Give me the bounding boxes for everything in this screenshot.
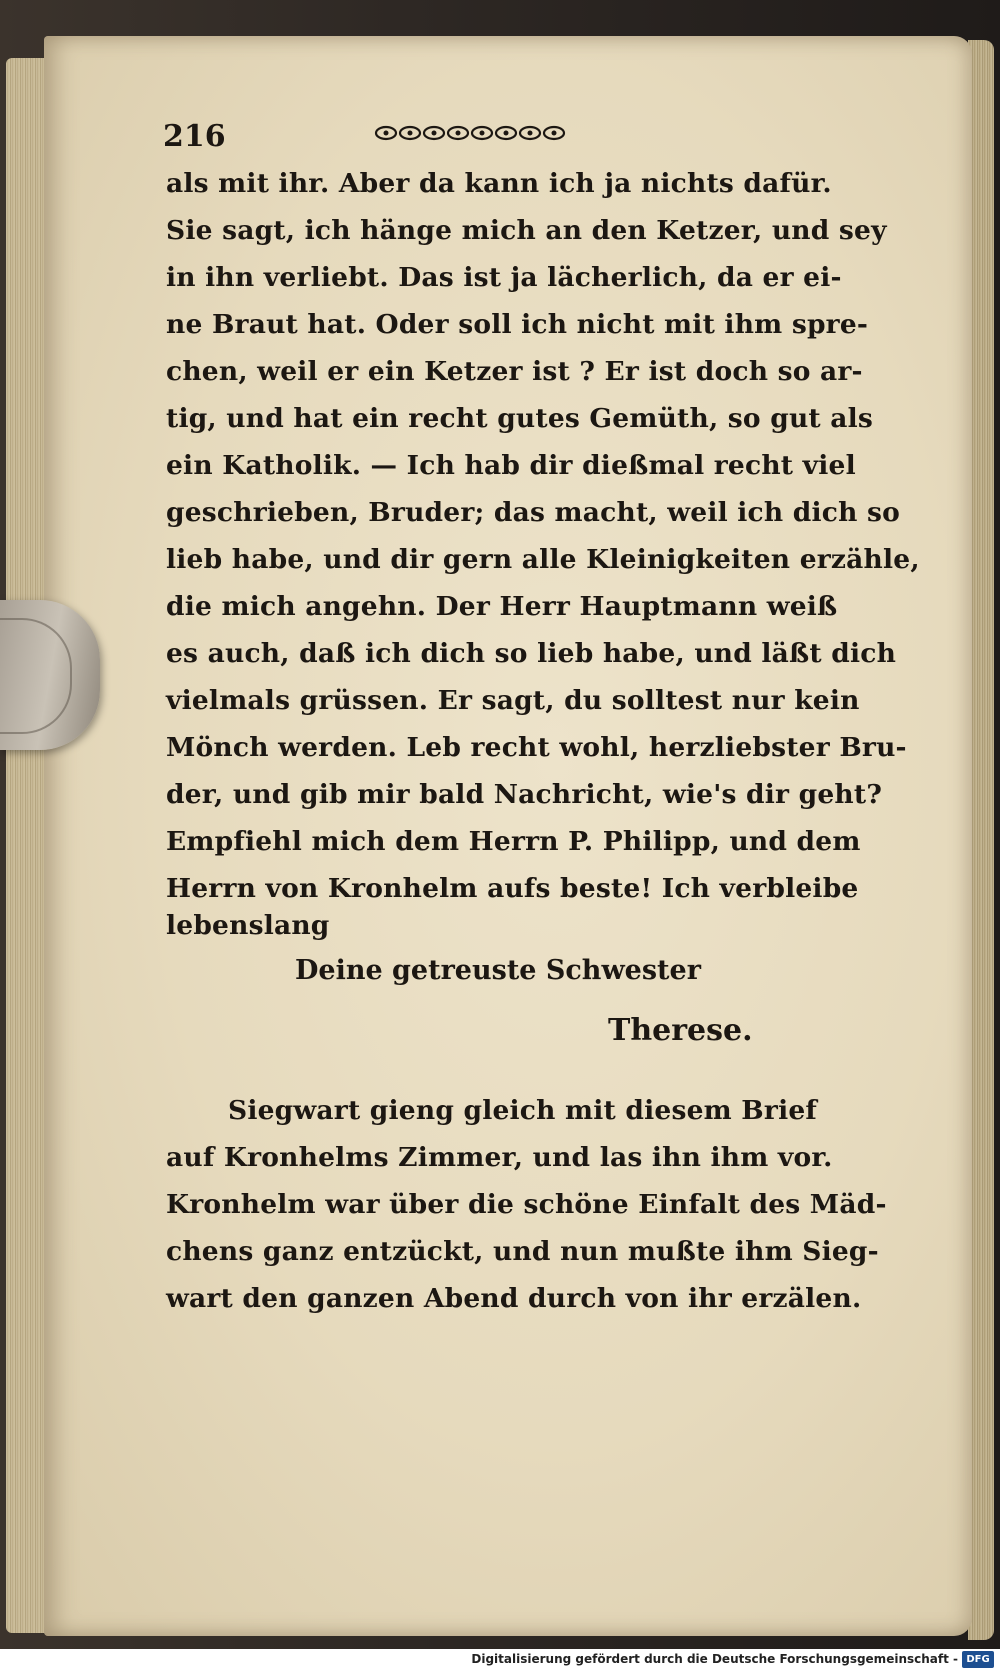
body-text-line: geschrieben, Bruder; das macht, weil ich dich so bbox=[166, 497, 900, 528]
paragraph-line: auf Kronhelms Zimmer, und las ihn ihm vor. bbox=[166, 1142, 833, 1173]
letter-closing: Deine getreuste Schwester bbox=[295, 955, 701, 986]
paragraph-line: Kronhelm war über die schöne Einfalt des Mäd- bbox=[166, 1189, 887, 1220]
body-text-line: tig, und hat ein recht gutes Gemüth, so gut als bbox=[166, 403, 874, 434]
body-text-line: ne Braut hat. Oder soll ich nicht mit ihm spre- bbox=[166, 309, 869, 340]
paragraph-line: chens ganz entzückt, und nun mußte ihm Sieg- bbox=[166, 1236, 879, 1267]
page-number: 216 bbox=[163, 119, 226, 154]
body-text-line: lebenslang bbox=[166, 910, 330, 941]
body-text-line: der, und gib mir bald Nachricht, wie's dir geht? bbox=[166, 779, 883, 810]
dfg-logo: DFG bbox=[962, 1651, 994, 1668]
bookmark-clip-fold bbox=[0, 618, 72, 734]
body-text-line: Mönch werden. Leb recht wohl, herzliebster Bru- bbox=[166, 732, 907, 763]
letter-signature: Therese. bbox=[608, 1013, 753, 1048]
body-text-line: als mit ihr. Aber da kann ich ja nichts dafür. bbox=[166, 168, 832, 199]
paragraph-line: Siegwart gieng gleich mit diesem Brief bbox=[228, 1095, 817, 1126]
body-text-line: ein Katholik. — Ich hab dir dießmal recht viel bbox=[166, 450, 856, 481]
paragraph-line: wart den ganzen Abend durch von ihr erzälen. bbox=[166, 1283, 862, 1314]
body-text-line: es auch, daß ich dich so lieb habe, und läßt dich bbox=[166, 638, 897, 669]
body-text-line: chen, weil er ein Ketzer ist ? Er ist doch so ar- bbox=[166, 356, 863, 387]
footer-credit: Digitalisierung gefördert durch die Deutsche Forschungsgemeinschaft - bbox=[471, 1652, 958, 1666]
body-text-line: Herrn von Kronhelm aufs beste! Ich verbleibe bbox=[166, 873, 859, 904]
body-text-line: in ihn verliebt. Das ist ja lächerlich, da er ei- bbox=[166, 262, 842, 293]
header-ornament bbox=[372, 124, 568, 142]
body-text-line: vielmals grüssen. Er sagt, du solltest nur kein bbox=[166, 685, 860, 716]
body-text-line: lieb habe, und dir gern alle Kleinigkeiten erzähle, bbox=[166, 544, 920, 575]
body-text-line: Sie sagt, ich hänge mich an den Ketzer, und sey bbox=[166, 215, 887, 246]
bookmark-clip bbox=[0, 600, 100, 750]
body-text-line: die mich angehn. Der Herr Hauptmann weiß bbox=[166, 591, 838, 622]
body-text-line: Empfiehl mich dem Herrn P. Philipp, und dem bbox=[166, 826, 861, 857]
